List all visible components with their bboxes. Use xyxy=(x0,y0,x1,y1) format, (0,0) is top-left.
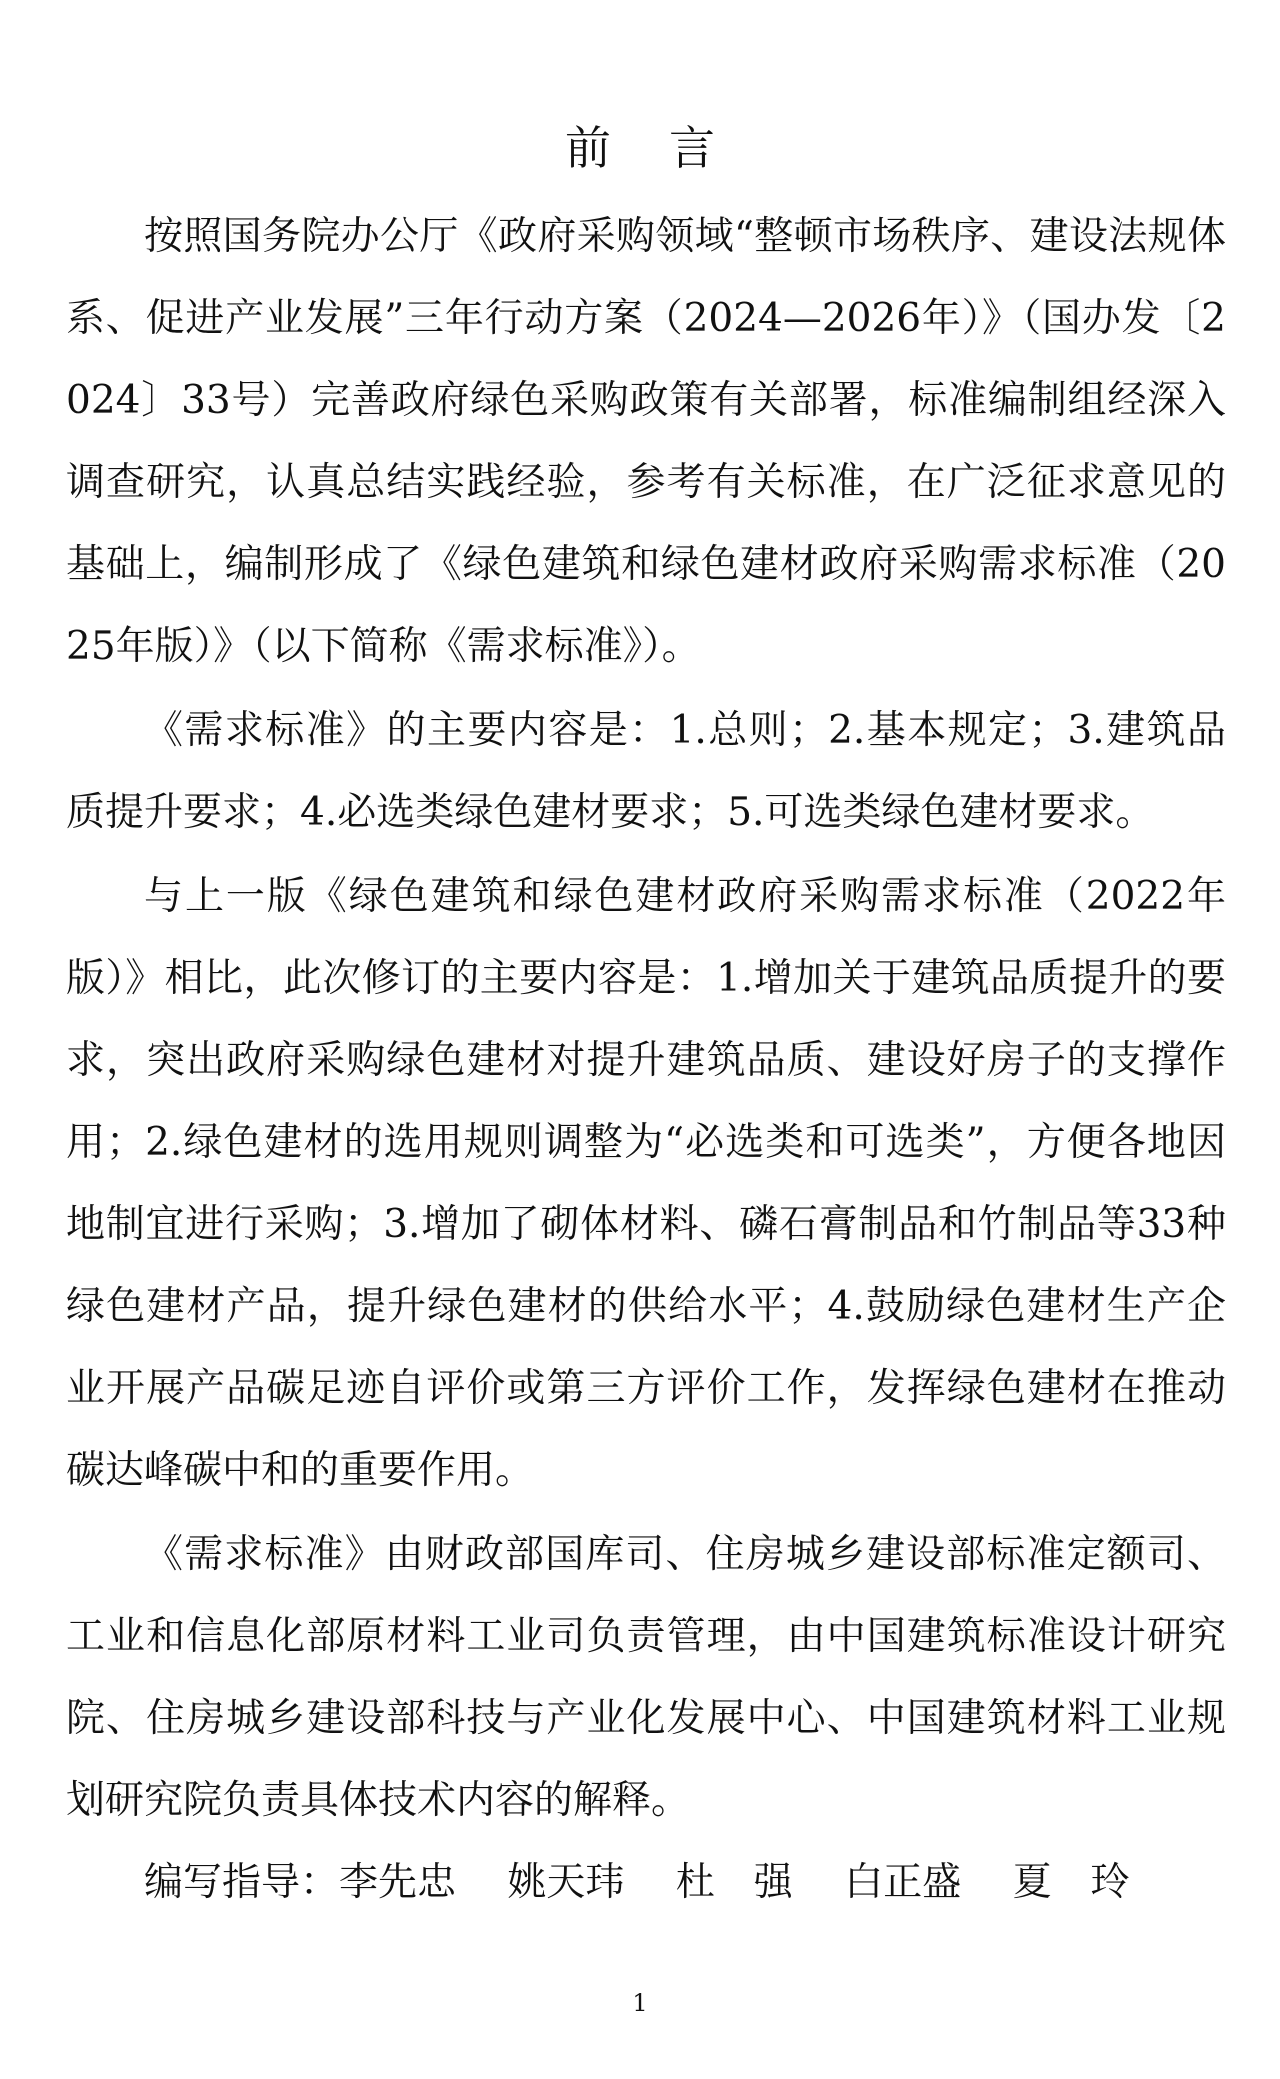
paragraph-revision-content: 与上一版《绿色建筑和绿色建材政府采购需求标准（2022年版）》相比，此次修订的主要内容是：1.增加关于建筑品质提升的要求，突出政府采购绿色建材对提升建筑品质、建设好房子的支撑作用；2.绿色建材的选用规则调整为“必选类和可选类”，方便各地因地制宜进行采购；3.增加了砌体材料、磷石膏制品和竹制品等33种绿色建材产品，提升绿色建材的供给水平；4.鼓励绿色建材生产企业开展产品碳足迹自评价或第三方评价工作，发挥绿色建材在推动碳达峰碳中和的重要作用。 xyxy=(66,874,1226,1493)
staff-line: 编写指导：李先忠 姚天玮 杜 强 白正盛 夏 玲 xyxy=(144,1860,1130,1905)
document-title: 前言 xyxy=(565,121,773,175)
document-body xyxy=(66,196,1226,1924)
paragraph-management: 《需求标准》由财政部国库司、住房城乡建设部标准定额司、工业和信息化部原材料工业司负责管理，由中国建筑标准设计研究院、住房城乡建设部科技与产业化发展中心、中国建筑材料工业规划研究院负责具体技术内容的解释。 xyxy=(66,1532,1226,1823)
paragraph-background: 按照国务院办公厅《政府采购领域“整顿市场秩序、建设法规体系、促进产业发展”三年行动方案（2024—2026年）》（国办发〔2024〕33号）完善政府绿色采购政策有关部署，标准编制组经深入调查研究，认真总结实践经验，参考有关标准，在广泛征求意见的基础上，编制形成了《绿色建筑和绿色建材政府采购需求标准（2025年版）》（以下简称《需求标准》）。 xyxy=(66,214,1226,669)
paragraph-main-content: 《需求标准》的主要内容是：1.总则；2.基本规定；3.建筑品质提升要求；4.必选类绿色建材要求；5.可选类绿色建材要求。 xyxy=(66,708,1226,835)
page-number: 1 xyxy=(632,1989,648,2017)
